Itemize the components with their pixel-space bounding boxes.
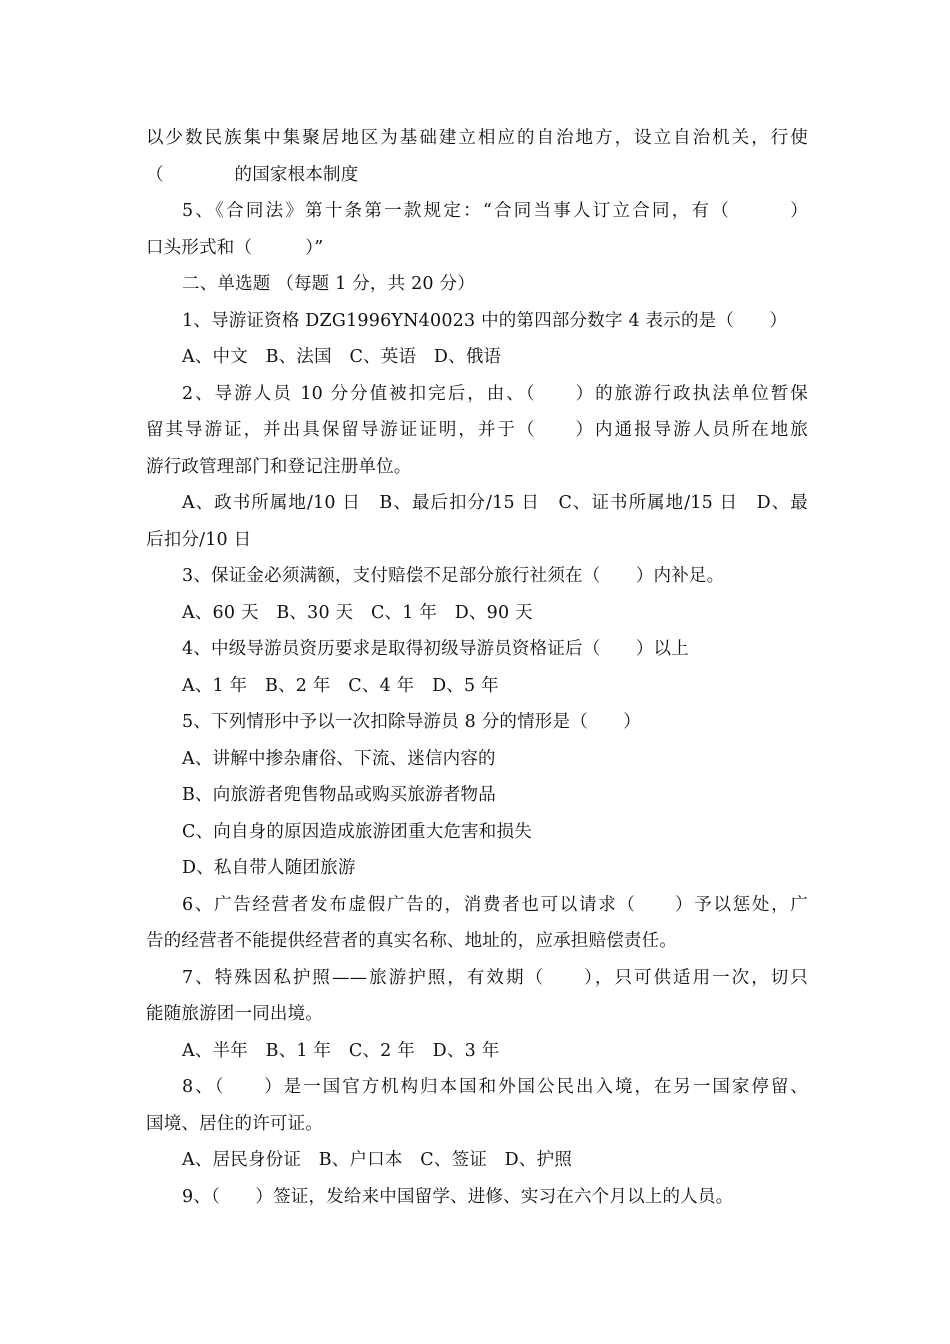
text-line: A、政书所属地/10 日 B、最后扣分/15 日 C、证书所属地/15 日 D、最: [182, 493, 808, 513]
text-line: 留其导游证，并出具保留导游证证明，并于（ ）内通报导游人员所在地旅: [146, 420, 808, 440]
text-line: A、1 年 B、2 年 C、4 年 D、5 年: [182, 675, 499, 696]
text-line: 8、（ ）是一国官方机构归本国和外国公民出入境，在另一国家停留、: [182, 1077, 808, 1097]
text-line: 游行政管理部门和登记注册单位。: [146, 456, 412, 477]
document-page: [146, 120, 808, 1215]
text-line: C、向自身的原因造成旅游团重大危害和损失: [182, 821, 532, 842]
text-line: 后扣分/10 日: [146, 529, 252, 550]
text-line: 5、《合同法》第十条第一款规定：“合同当事人订立合同，有（ ）: [182, 201, 808, 221]
text-line: 能随旅游团一同出境。: [146, 1004, 323, 1024]
text-line: 3、保证金必须满额，支付赔偿不足部分旅行社须在（ ）内补足。: [182, 566, 725, 586]
text-line: A、中文 B、法国 C、英语 D、俄语: [182, 347, 502, 367]
text-line: D、私自带人随团旅游: [182, 858, 356, 878]
text-line: 二、单选题 （每题 1 分，共 20 分）: [182, 274, 475, 294]
text-line: 以少数民族集中集聚居地区为基础建立相应的自治地方，设立自治机关，行使: [146, 128, 808, 148]
text-line: 1、导游证资格 DZG1996YN40023 中的第四部分数字 4 表示的是（ ）: [182, 310, 788, 331]
text-line: B、向旅游者兜售物品或购买旅游者物品: [182, 785, 496, 805]
text-line: 6、广告经营者发布虚假广告的，消费者也可以请求（ ）予以惩处，广: [182, 894, 808, 915]
text-line: 2、导游人员 10 分分值被扣完后，由、（ ）的旅游行政执法单位暂保: [182, 383, 808, 404]
text-line: （ 的国家根本制度: [146, 164, 359, 185]
text-line: A、60 天 B、30 天 C、1 年 D、90 天: [182, 602, 533, 623]
text-line: 告的经营者不能提供经营者的真实名称、地址的，应承担赔偿责任。: [146, 931, 677, 951]
text-line: 9、（ ）签证，发给来中国留学、进修、实习在六个月以上的人员。: [182, 1186, 734, 1207]
text-line: 国境、居住的许可证。: [146, 1113, 323, 1134]
text-line: A、讲解中掺杂庸俗、下流、迷信内容的: [182, 748, 496, 769]
text-line: A、半年 B、1 年 C、2 年 D、3 年: [182, 1040, 500, 1061]
text-line: 口头形式和（ ）”: [146, 237, 324, 258]
text-line: 4、中级导游员资历要求是取得初级导游员资格证后（ ）以上: [182, 639, 689, 659]
text-line: A、居民身份证 B、户口本 C、签证 D、护照: [182, 1150, 573, 1170]
text-line: 7、特殊因私护照——旅游护照，有效期（ ），只可供适用一次，切只: [182, 967, 808, 988]
text-line: 5、下列情形中予以一次扣除导游员 8 分的情形是（ ）: [182, 712, 641, 732]
